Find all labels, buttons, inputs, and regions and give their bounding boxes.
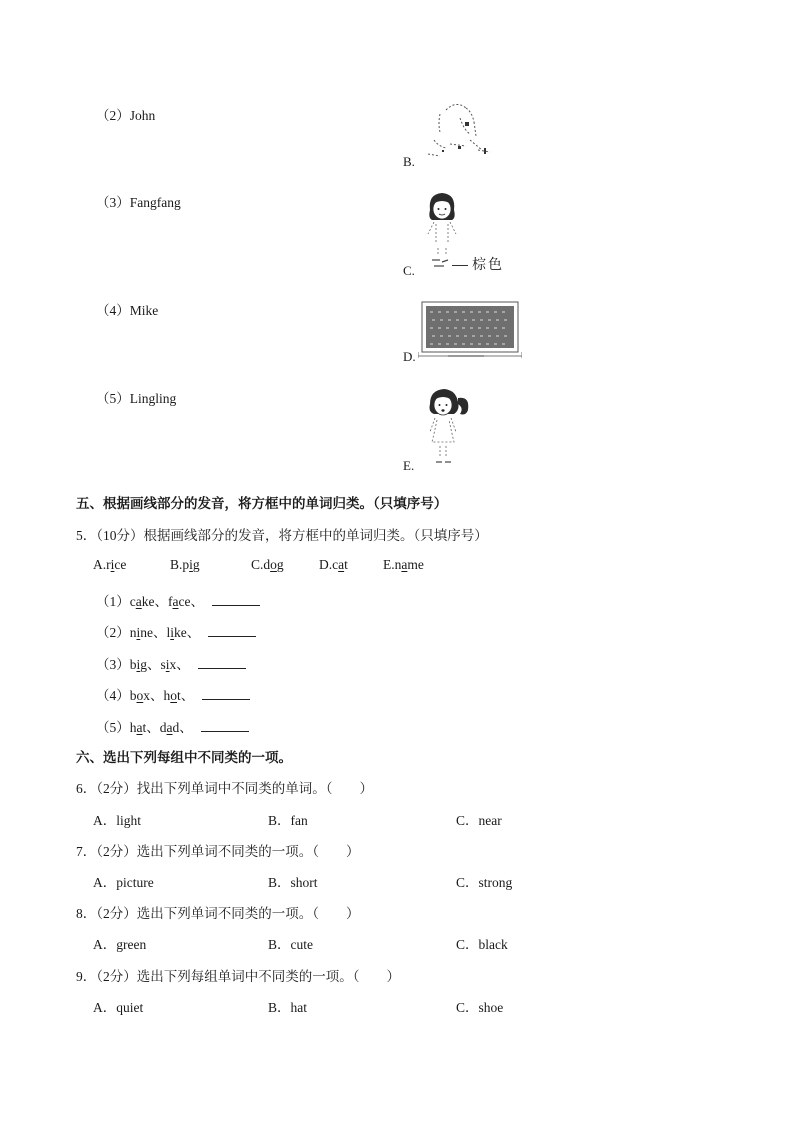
option-e-letter: E. [403, 458, 415, 473]
match-name: Lingling [129, 391, 177, 406]
sort-item-3: （3）big、six、 [96, 653, 246, 673]
q6-option-b[interactable]: B．fan [268, 813, 308, 828]
match-name: Fangfang [129, 195, 181, 210]
match-name: John [129, 108, 156, 123]
q9-option-c[interactable]: C．shoe [456, 1000, 504, 1015]
q7-option-a[interactable]: A．picture [93, 875, 154, 890]
word-d: D.cat [319, 557, 348, 572]
question-5-stem: 5．（10分）根据画线部分的发音，将方框中的单词归类。（只填序号） [76, 528, 488, 543]
answer-blank[interactable] [198, 667, 246, 669]
match-num: （4） [96, 303, 130, 318]
match-num: （2） [96, 108, 130, 123]
question-7-stem: 7．（2分）选出下列单词不同类的一项。（ ） [76, 844, 360, 859]
option-b-letter: B. [403, 154, 415, 169]
brown-caption: 棕色 [472, 257, 504, 273]
q6-option-c[interactable]: C．near [456, 813, 502, 828]
girl-ponytail-image [420, 386, 472, 470]
q9-option-b[interactable]: B．hat [268, 1000, 307, 1015]
question-9-stem: 9．（2分）选出下列每组单词中不同类的一项。（ ） [76, 969, 400, 984]
section5-heading: 五、根据画线部分的发音，将方框中的单词归类。（只填序号） [76, 496, 448, 512]
q8-option-c[interactable]: C．black [456, 937, 508, 952]
match-num: （5） [96, 391, 130, 406]
sort-item-4: （4）box、hot、 [96, 684, 250, 704]
sort-item-5: （5）hat、dad、 [96, 716, 249, 736]
word-a: A.rice [93, 557, 127, 572]
question-8-stem: 8．（2分）选出下列单词不同类的一项。（ ） [76, 906, 360, 921]
match-row-5 [96, 387, 176, 407]
q8-option-b[interactable]: B．cute [268, 937, 313, 952]
q9-option-a[interactable]: A．quiet [93, 1000, 144, 1015]
match-row-3 [96, 191, 181, 211]
sort-item-1: （1）cake、face、 [96, 590, 260, 610]
blackboard-image [418, 300, 522, 362]
match-row-2 [96, 104, 155, 124]
answer-blank[interactable] [208, 635, 256, 637]
option-c-letter: C. [403, 263, 415, 278]
match-num: （3） [96, 195, 130, 210]
boy-sketch-image [420, 100, 500, 162]
q7-option-b[interactable]: B．short [268, 875, 318, 890]
answer-blank[interactable] [202, 698, 250, 700]
question-6-stem: 6．（2分）找出下列单词中不同类的单词。（ ） [76, 781, 373, 796]
word-c: C.dog [251, 557, 284, 572]
q8-option-a[interactable]: A．green [93, 937, 147, 952]
q6-option-a[interactable]: A．light [93, 813, 142, 828]
section6-heading: 六、选出下列每组中不同类的一项。 [76, 750, 292, 766]
option-d-letter: D. [403, 349, 416, 364]
q7-option-c[interactable]: C．strong [456, 875, 513, 890]
word-b: B.pig [170, 557, 200, 572]
match-name: Mike [129, 303, 159, 318]
brown-color-label [452, 254, 504, 274]
answer-blank[interactable] [212, 604, 260, 606]
dash-line-icon [452, 265, 468, 266]
match-row-4 [96, 299, 158, 319]
word-bank [93, 557, 453, 575]
answer-blank[interactable] [201, 730, 249, 732]
word-e: E.name [383, 557, 424, 572]
sort-item-2: （2）nine、like、 [96, 621, 256, 641]
